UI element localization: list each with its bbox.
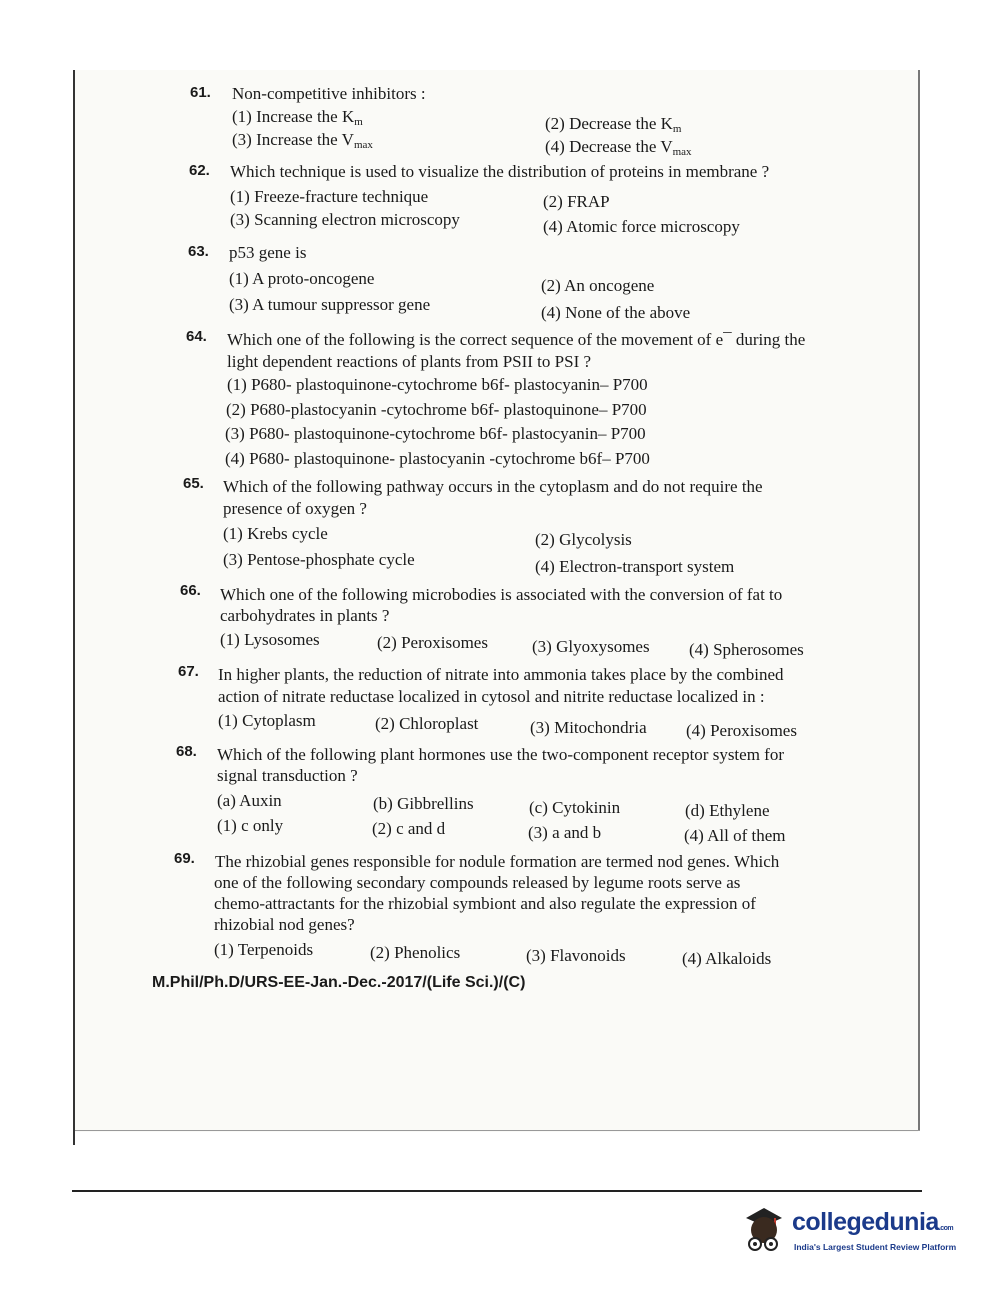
question-number: 63. [188,243,209,260]
question-number: 67. [178,663,199,680]
page-edge-left [73,70,75,1145]
question-stem-line-1: Which one of the following is the correct sequence of the movement of e¯ during the [227,330,806,349]
logo-wordmark: collegedunia.com [792,1208,954,1236]
question-stem-line-2: presence of oxygen ? [223,499,367,518]
option-2: (2) Glycolysis [535,530,632,549]
option-4: (4) Electron-transport system [535,557,735,576]
question-stem-line-2: signal transduction ? [217,766,358,785]
question-number: 66. [180,582,201,599]
option-4: (4) Peroxisomes [686,721,797,740]
option-3: (3) Glyoxysomes [532,637,650,656]
option-2: (2) P680-plastocyanin -cytochrome b6f- plastoquinone– P700 [226,400,647,419]
logo-tagline: India's Largest Student Review Platform [794,1242,957,1252]
question-stem-line-2: light dependent reactions of plants from PSII to PSI ? [227,352,592,371]
choice-d: (d) Ethylene [685,801,770,820]
choice-c: (c) Cytokinin [529,798,621,817]
option-3: (3) Flavonoids [526,946,626,965]
option-3: (3) Scanning electron microscopy [230,210,460,229]
option-3: (3) P680- plastoquinone-cytochrome b6f- plastocyanin– P700 [225,424,646,443]
option-4: (4) All of them [684,826,786,845]
option-2: (2) Peroxisomes [377,633,488,652]
option-3: (3) a and b [528,823,602,842]
option-3: (3) Mitochondria [530,718,647,737]
option-1: (1) A proto-oncogene [229,269,375,288]
page-edge-right [918,70,920,1130]
exam-code-footer: M.Phil/Ph.D/URS-EE-Jan.-Dec.-2017/(Life Sci.)/(C) [152,974,526,991]
question-stem: Which technique is used to visualize the distribution of proteins in membrane ? [230,162,770,181]
question-stem: Non-competitive inhibitors : [232,84,426,103]
option-1: (1) Krebs cycle [223,524,328,543]
question-stem-line-2: action of nitrate reductase localized in cytosol and nitrite reductase localized in : [218,687,765,706]
choice-a: (a) Auxin [217,791,282,810]
option-2: (2) An oncogene [541,276,655,295]
option-4: (4) Atomic force microscopy [543,217,740,236]
question-stem-line-1: The rhizobial genes responsible for nodule formation are termed nod genes. Which [215,852,780,871]
collegedunia-logo[interactable] [738,1198,968,1268]
question-number: 68. [176,743,197,760]
option-3: (3) Pentose-phosphate cycle [223,550,415,569]
option-2: (2) FRAP [543,192,610,211]
option-3: (3) Increase the $V_{max}$ [232,130,373,151]
option-4: (4) Decrease the $V_{max}$ [545,137,692,158]
option-4: (4) Spherosomes [689,640,804,659]
question-stem-line-1: Which of the following plant hormones use the two-component receptor system for [217,745,784,764]
question-stem: p53 gene is [229,243,307,262]
option-2: (2) c and d [372,819,446,838]
choice-b: (b) Gibbrellins [373,794,474,813]
option-1: (1) Increase the $K_m$ [232,107,363,128]
question-stem-line-2: carbohydrates in plants ? [220,606,390,625]
question-number: 62. [189,162,210,179]
question-stem-line-2: one of the following secondary compounds released by legume roots serve as [214,873,741,892]
question-stem-line-1: In higher plants, the reduction of nitrate into ammonia takes place by the combined [218,665,784,684]
divider [75,1130,920,1131]
option-4: (4) None of the above [541,303,691,322]
question-stem-line-3: chemo-attractants for the rhizobial symbiont and also regulate the expression of [214,894,756,913]
option-2: (2) Phenolics [370,943,461,962]
option-1: (1) Freeze-fracture technique [230,187,429,206]
option-1: (1) Terpenoids [214,940,314,959]
option-4: (4) Alkaloids [682,949,772,968]
option-3: (3) A tumour suppressor gene [229,295,431,314]
mascot-icon [738,1200,790,1258]
option-2: (2) Chloroplast [375,714,479,733]
question-stem-line-1: Which one of the following microbodies is associated with the conversion of fat to [220,585,783,604]
question-stem-line-4: rhizobial nod genes? [214,915,355,934]
option-1: (1) Cytoplasm [218,711,316,730]
option-1: (1) c only [217,816,284,835]
option-1: (1) Lysosomes [220,630,320,649]
question-stem-line-1: Which of the following pathway occurs in the cytoplasm and do not require the [223,477,763,496]
question-number: 64. [186,328,207,345]
question-number: 65. [183,475,204,492]
option-2: (2) Decrease the $K_m$ [545,114,682,135]
divider [72,1190,922,1192]
option-4: (4) P680- plastoquinone- plastocyanin -cytochrome b6f– P700 [225,449,650,468]
question-number: 61. [190,84,211,101]
option-1: (1) P680- plastoquinone-cytochrome b6f- plastocyanin– P700 [227,375,648,394]
question-number: 69. [174,850,195,867]
